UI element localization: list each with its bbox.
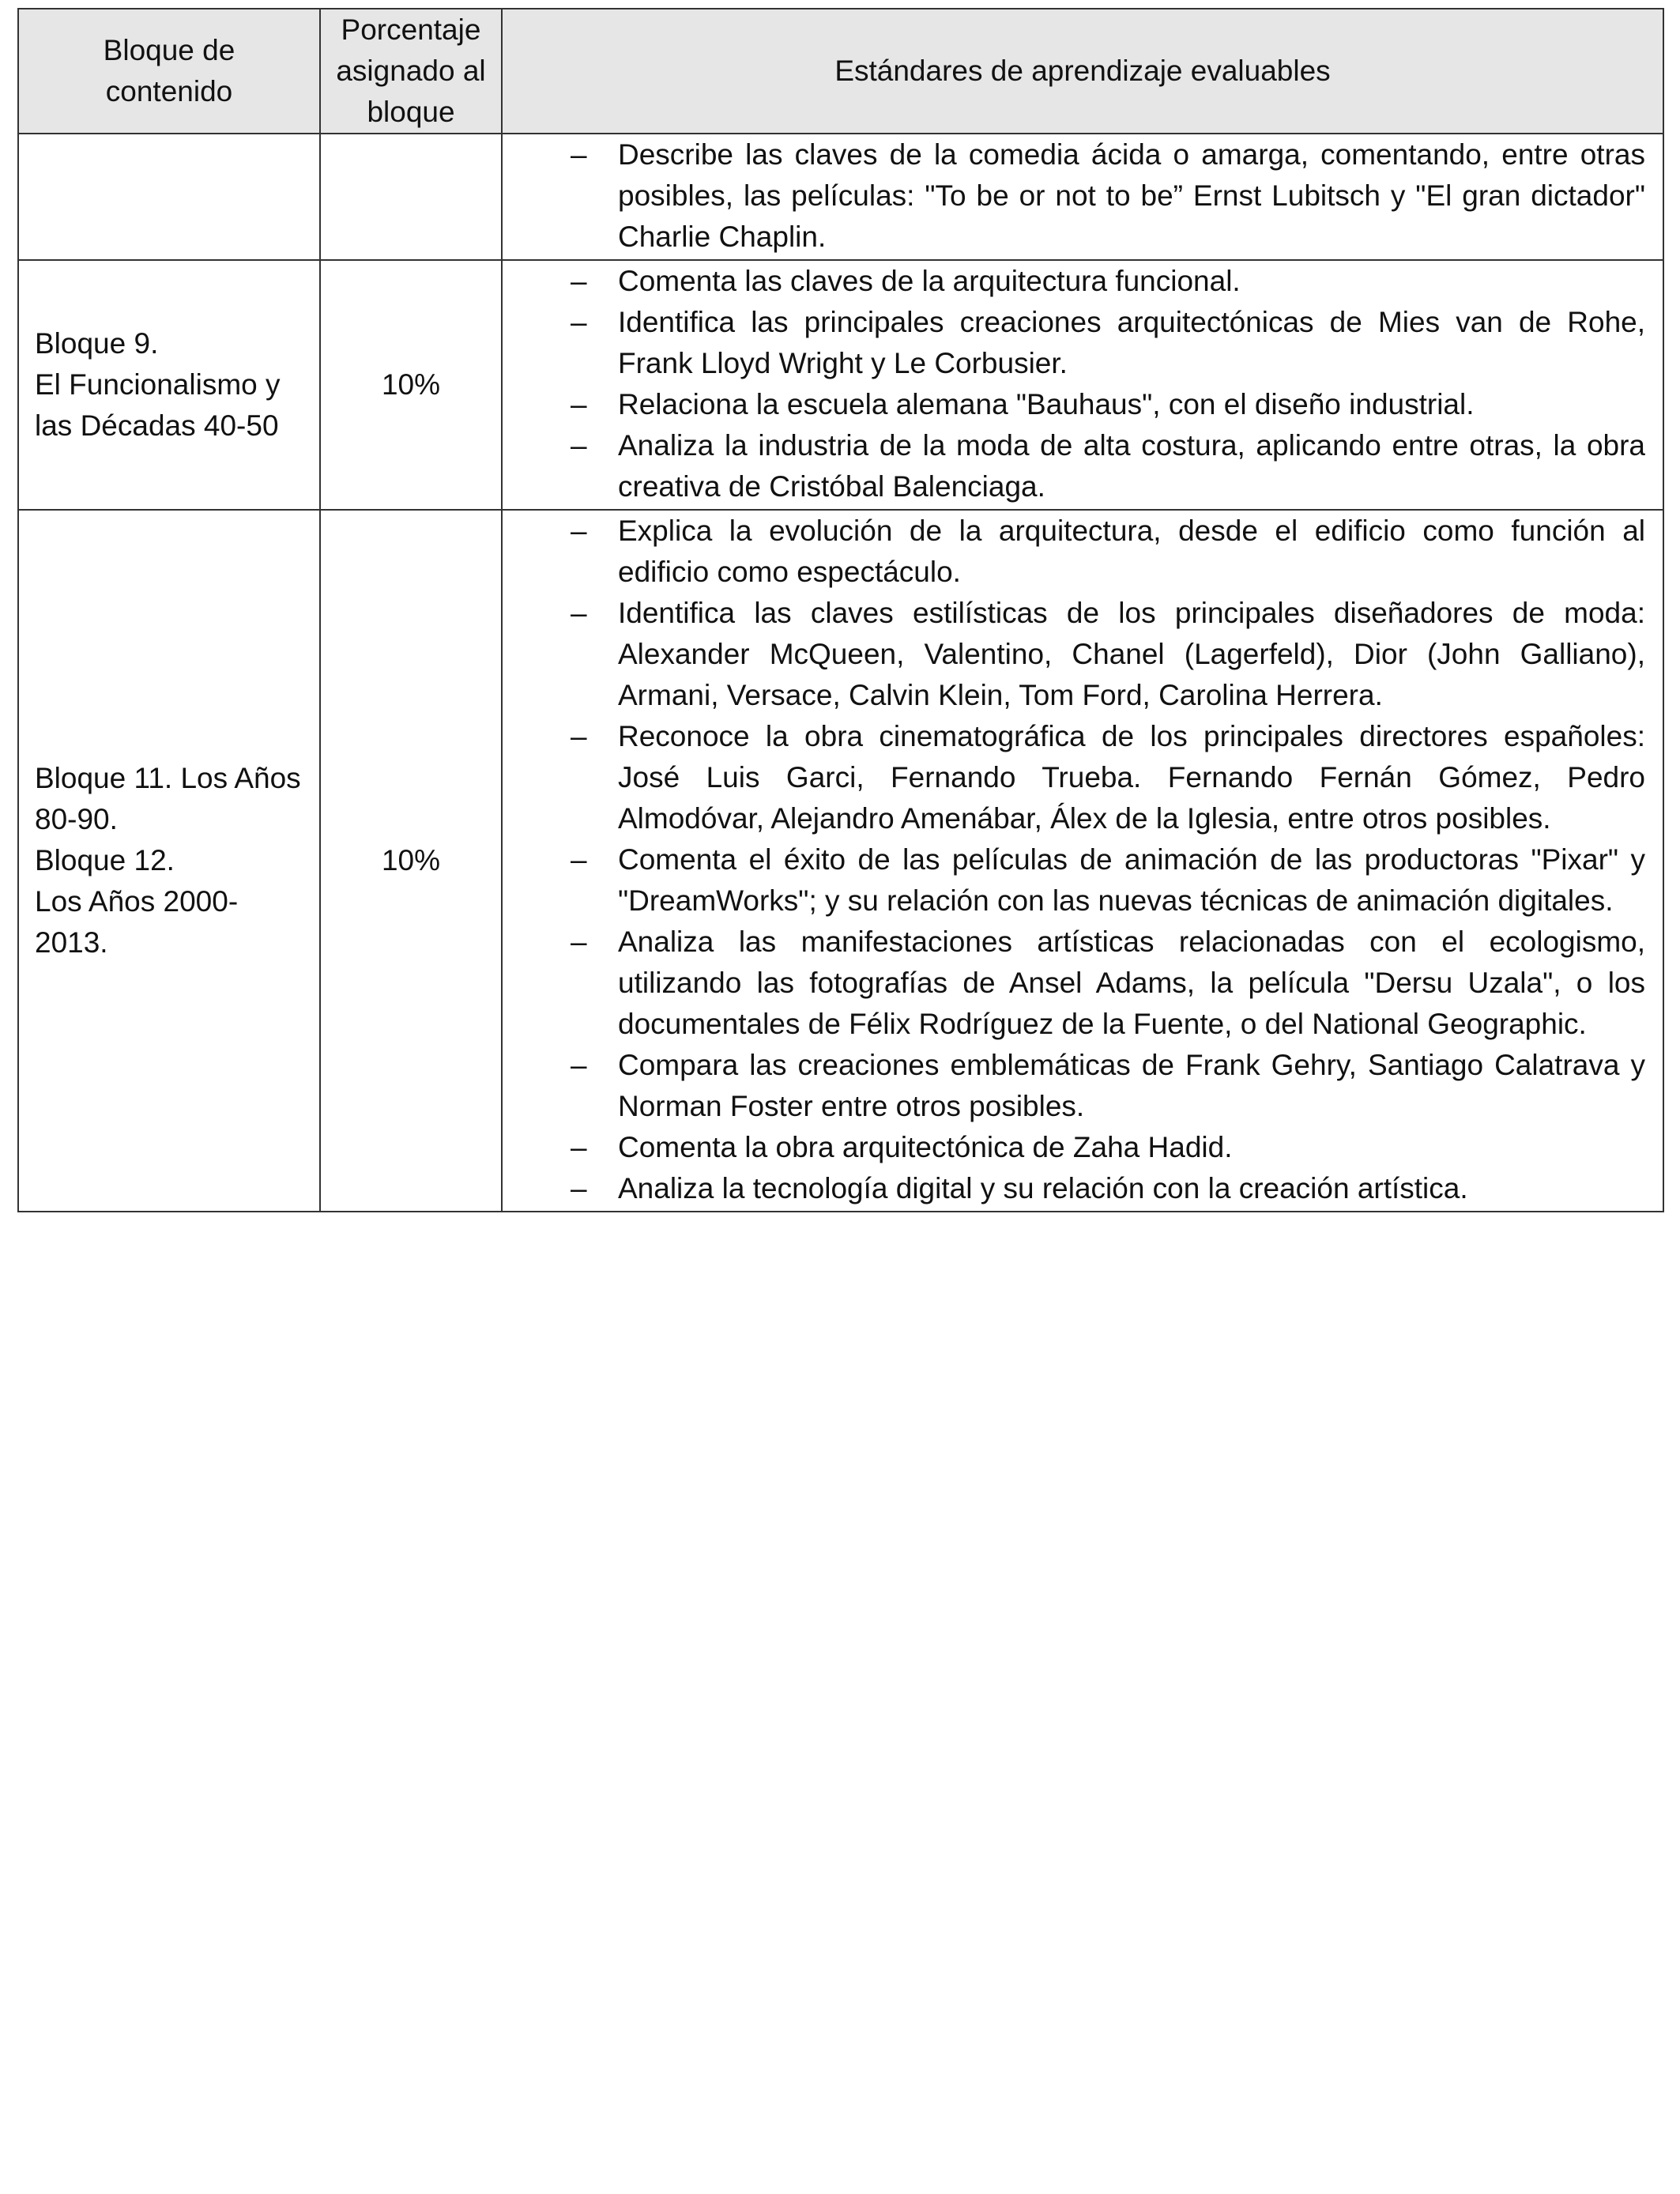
block-name-line: Bloque 12. [35, 844, 175, 876]
table-row [18, 510, 1663, 1212]
block-cell [18, 134, 320, 260]
standard-text: Explica la evolución de la arquitectura, desde el edificio como función al edificio como espectáculo. [618, 515, 1645, 588]
dash-bullet-icon: – [571, 925, 587, 958]
table-row [18, 134, 1663, 260]
standard-text: Describe las claves de la comedia ácida o amarga, comentando, entre otras posibles, las películas: "To be or not to be” Ernst Lubitsch y "El gran dictador" Charlie Chaplin. [618, 138, 1645, 253]
list-item [503, 839, 1645, 922]
list-item [503, 425, 1645, 507]
standard-text: Identifica las principales creaciones arquitectónicas de Mies van de Rohe, Frank Lloyd Wright y Le Corbusier. [618, 306, 1645, 379]
percentage-value: 10% [381, 368, 441, 401]
standard-text: Comenta la obra arquitectónica de Zaha Hadid. [618, 1131, 1233, 1163]
header-standards [502, 9, 1663, 134]
standard-text: Analiza la industria de la moda de alta costura, aplicando entre otras, la obra creativa de Cristóbal Balenciaga. [618, 429, 1645, 503]
standard-text: Analiza la tecnología digital y su relación con la creación artística. [618, 1172, 1468, 1204]
standards-cell [502, 260, 1663, 510]
standard-text: Compara las creaciones emblemáticas de Frank Gehry, Santiago Calatrava y Norman Foster entre otros posibles. [618, 1049, 1645, 1122]
dash-bullet-icon: – [571, 1049, 587, 1081]
dash-bullet-icon: – [571, 843, 587, 876]
dash-bullet-icon: – [571, 429, 587, 462]
list-item [503, 716, 1645, 839]
standard-text: Identifica las claves estilísticas de los principales diseñadores de moda: Alexander McQueen, Valentino, Chanel (Lagerfeld), Dior (John Galliano), Armani, Versace, Calvin Klein, Tom Ford, Carolina Herrera. [618, 597, 1645, 711]
standard-text: Analiza las manifestaciones artísticas relacionadas con el ecologismo, utilizando las fotografías de Ansel Adams, la película "Dersu Uzala", o los documentales de Félix Rodríguez de la Fuente, o del National Geographic. [618, 925, 1645, 1040]
standards-table [17, 8, 1664, 1212]
standards-list [503, 511, 1645, 1209]
list-item [503, 302, 1645, 384]
list-item [503, 511, 1645, 593]
standard-text: Reconoce la obra cinematográfica de los principales directores españoles: José Luis Garci, Fernando Trueba. Fernando Fernán Gómez, Pedro Almodóvar, Alejandro Amenábar, Álex de la Iglesia, entre otros posibles. [618, 720, 1645, 835]
dash-bullet-icon: – [571, 138, 587, 171]
list-item [503, 1168, 1645, 1209]
standard-text: Comenta el éxito de las películas de animación de las productoras "Pixar" y "DreamWorks"; y su relación con las nuevas técnicas de animación digitales. [618, 843, 1645, 917]
list-item [503, 384, 1645, 425]
header-percentage-label: Porcentaje asignado al bloque [336, 13, 486, 128]
standards-list [503, 261, 1645, 507]
dash-bullet-icon: – [571, 265, 587, 297]
block-name-line: El Funcionalismo y las Décadas 40-50 [35, 368, 281, 442]
table-body [18, 134, 1663, 1212]
header-block [18, 9, 320, 134]
block-name-line: Bloque 11. Los Años 80-90. [35, 762, 301, 835]
dash-bullet-icon: – [571, 1131, 587, 1163]
block-name-line: Bloque 9. [35, 327, 159, 360]
dash-bullet-icon: – [571, 388, 587, 420]
header-percentage [320, 9, 502, 134]
list-item [503, 1127, 1645, 1168]
block-cell [18, 510, 320, 1212]
header-row [18, 9, 1663, 134]
list-item [503, 1045, 1645, 1127]
list-item [503, 134, 1645, 258]
dash-bullet-icon: – [571, 515, 587, 547]
standard-text: Comenta las claves de la arquitectura funcional. [618, 265, 1241, 297]
block-name-line: Los Años 2000-2013. [35, 885, 239, 959]
standards-list [503, 134, 1645, 258]
percentage-cell [320, 510, 502, 1212]
dash-bullet-icon: – [571, 597, 587, 629]
table-row [18, 260, 1663, 510]
standards-cell [502, 134, 1663, 260]
list-item [503, 593, 1645, 716]
block-cell [18, 260, 320, 510]
standards-cell [502, 510, 1663, 1212]
list-item [503, 261, 1645, 302]
list-item [503, 922, 1645, 1045]
standard-text: Relaciona la escuela alemana "Bauhaus", con el diseño industrial. [618, 388, 1475, 420]
dash-bullet-icon: – [571, 306, 587, 338]
percentage-cell [320, 134, 502, 260]
dash-bullet-icon: – [571, 720, 587, 752]
header-block-label: Bloque de contenido [103, 34, 235, 107]
percentage-cell [320, 260, 502, 510]
dash-bullet-icon: – [571, 1172, 587, 1204]
percentage-value: 10% [381, 844, 441, 876]
header-standards-label: Estándares de aprendizaje evaluables [834, 55, 1331, 87]
